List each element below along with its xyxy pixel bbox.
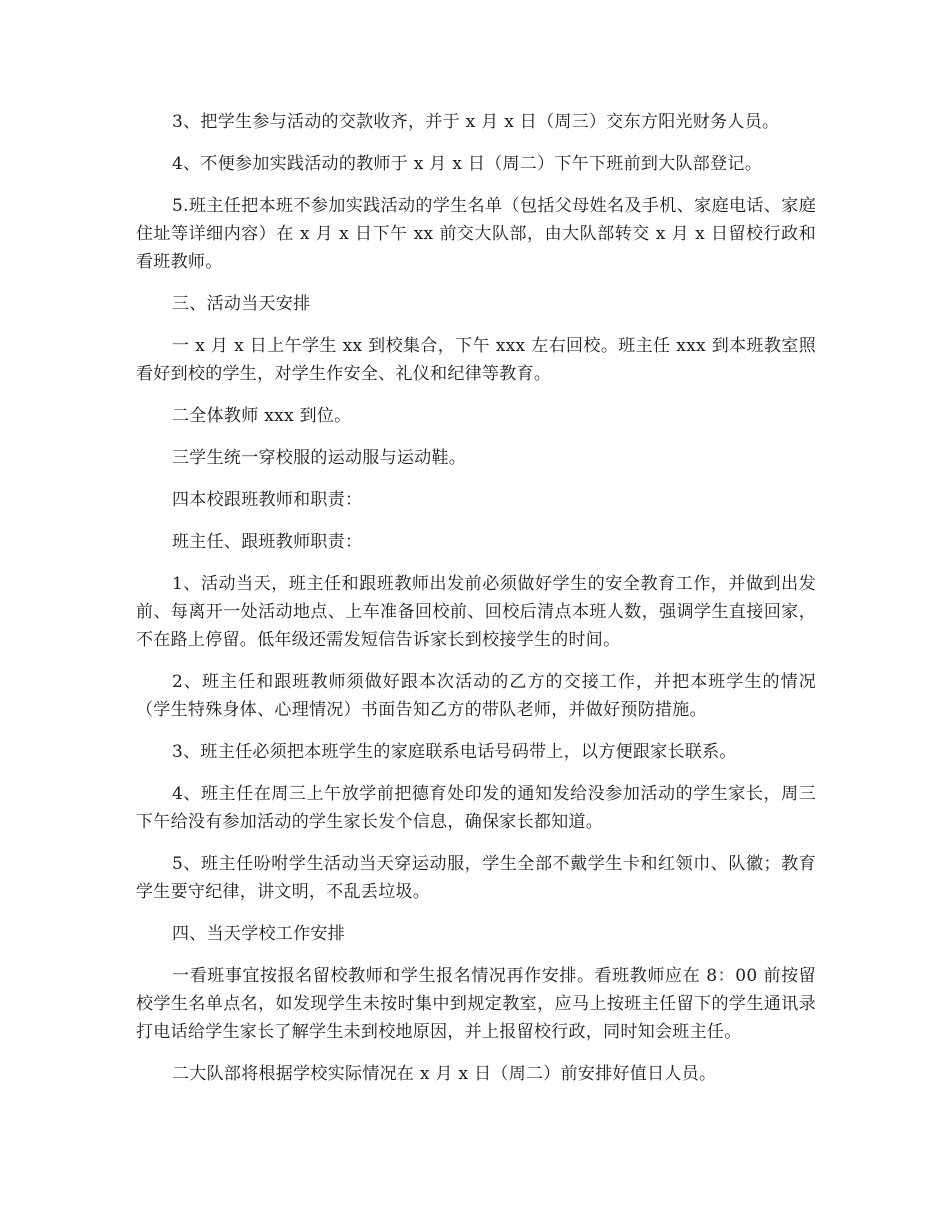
paragraph-teachers-present: 二全体教师 xxx 到位。 bbox=[172, 406, 352, 426]
paragraph-duties-heading: 四本校跟班教师和职责： bbox=[172, 490, 363, 510]
paragraph-duty-3: 3、班主任必须把本班学生的家庭联系电话号码带上，以方便跟家长联系。 bbox=[172, 742, 737, 762]
section-heading-school-arrangements: 四、当天学校工作安排 bbox=[172, 924, 345, 944]
paragraph-student-list: 5.班主任把本班不参加实践活动的学生名单（包括父母姓名及手机、家庭电话、家庭住址等详细内容）在 x 月 x 日下午 xx 前交大队部，由大队部转交 x 月 x 日留校行政和看班教师。 bbox=[136, 196, 816, 272]
paragraph-duty-1: 1、活动当天，班主任和跟班教师出发前必须做好学生的安全教育工作，并做到出发前、每离开一处活动地点、上车准备回校前、回校后清点本班人数，强调学生直接回家，不在路上停留。低年级还需发短信告诉家长到校接学生的时间。 bbox=[136, 574, 816, 650]
section-heading-activity-day: 三、活动当天安排 bbox=[172, 294, 311, 314]
paragraph-uniform: 三学生统一穿校服的运动服与运动鞋。 bbox=[172, 448, 467, 468]
paragraph-gathering: 一 x 月 x 日上午学生 xx 到校集合，下午 xxx 左右回校。班主任 xxx 到本班教室照看好到校的学生，对学生作安全、礼仪和纪律等教育。 bbox=[136, 336, 816, 384]
paragraph-duty-2: 2、班主任和跟班教师须做好跟本次活动的乙方的交接工作，并把本班学生的情况（学生特殊身体、心理情况）书面告知乙方的带队老师，并做好预防措施。 bbox=[136, 672, 816, 720]
paragraph-duty-5: 5、班主任吩咐学生活动当天穿运动服，学生全部不戴学生卡和红领巾、队徽；教育学生要守纪律，讲文明，不乱丢垃圾。 bbox=[136, 854, 816, 902]
document-body bbox=[136, 108, 816, 1102]
paragraph-duty-4: 4、班主任在周三上午放学前把德育处印发的通知发给没参加活动的学生家长，周三下午给没有参加活动的学生家长发个信息，确保家长都知道。 bbox=[136, 784, 816, 832]
paragraph-duty-staff: 二大队部将根据学校实际情况在 x 月 x 日（周二）前安排好值日人员。 bbox=[172, 1064, 717, 1084]
paragraph-duties-subheading: 班主任、跟班教师职责： bbox=[172, 532, 363, 552]
paragraph-supervision: 一看班事宜按报名留校教师和学生报名情况再作安排。看班教师应在 8：00 前按留校学生名单点名，如发现学生未按时集中到规定教室，应马上按班主任留下的学生通讯录打电话给学生家长了解学生未到校地原因，并上报留校行政，同时知会班主任。 bbox=[136, 966, 816, 1042]
paragraph-payment: 3、把学生参与活动的交款收齐，并于 x 月 x 日（周三）交东方阳光财务人员。 bbox=[172, 112, 780, 132]
paragraph-teacher-registration: 4、不便参加实践活动的教师于 x 月 x 日（周二）下午下班前到大队部登记。 bbox=[172, 154, 763, 174]
